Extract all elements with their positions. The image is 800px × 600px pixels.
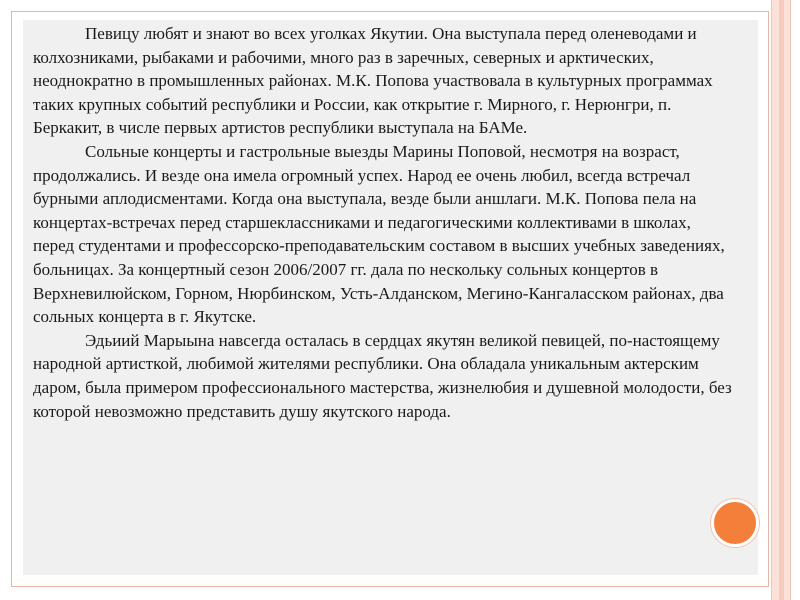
decorative-side-band-stripe bbox=[779, 0, 784, 600]
slide-body-text bbox=[33, 22, 733, 423]
paragraph-2: Сольные концерты и гастрольные выезды Марины Поповой, несмотря на возраст, продолжались. И везде она имела огромный успех. Народ ее очень любил, всегда встречал бурными аплодисментами. Когда она выступала, везде были аншлаги. М.К. Попова пела на концертах-встречах перед старшеклассниками и педагогическими коллективами в школах, перед студентами и профессорско-преподавательским составом в высших учебных заведениях, больницах. За концертный сезон 2006/2007 гг. дала по нескольку сольных концертов в Верхневилюйском, Горном, Нюрбинском, Усть-Алданском, Мегино-Кангаласском районах, два сольных концерта в г. Якутске. bbox=[33, 141, 725, 327]
paragraph-1: Певицу любят и знают во всех уголках Якутии. Она выступала перед оленеводами и колхозниками, рыбаками и рабочими, много раз в заречных, северных и арктических, неоднократно в промышленных районах. М.К. Попова участвовала в культурных программах таких крупных событий республики и России, как открытие г. Мирного, г. Нерюнгри, п. Беркакит, в числе первых артистов республики выступала на БАМе. bbox=[33, 24, 713, 138]
paragraph-3: Эдьиий Марыына навсегда осталась в сердцах якутян великой певицей, по-настоящему народной артисткой, любимой жителями республики. Она обладала уникальным актерским даром, была примером профессионального мастерства, жизнелюбия и душевной молодости, без которой невозможно представить душу якутского народа. bbox=[33, 330, 732, 421]
decorative-accent-circle bbox=[711, 499, 759, 547]
